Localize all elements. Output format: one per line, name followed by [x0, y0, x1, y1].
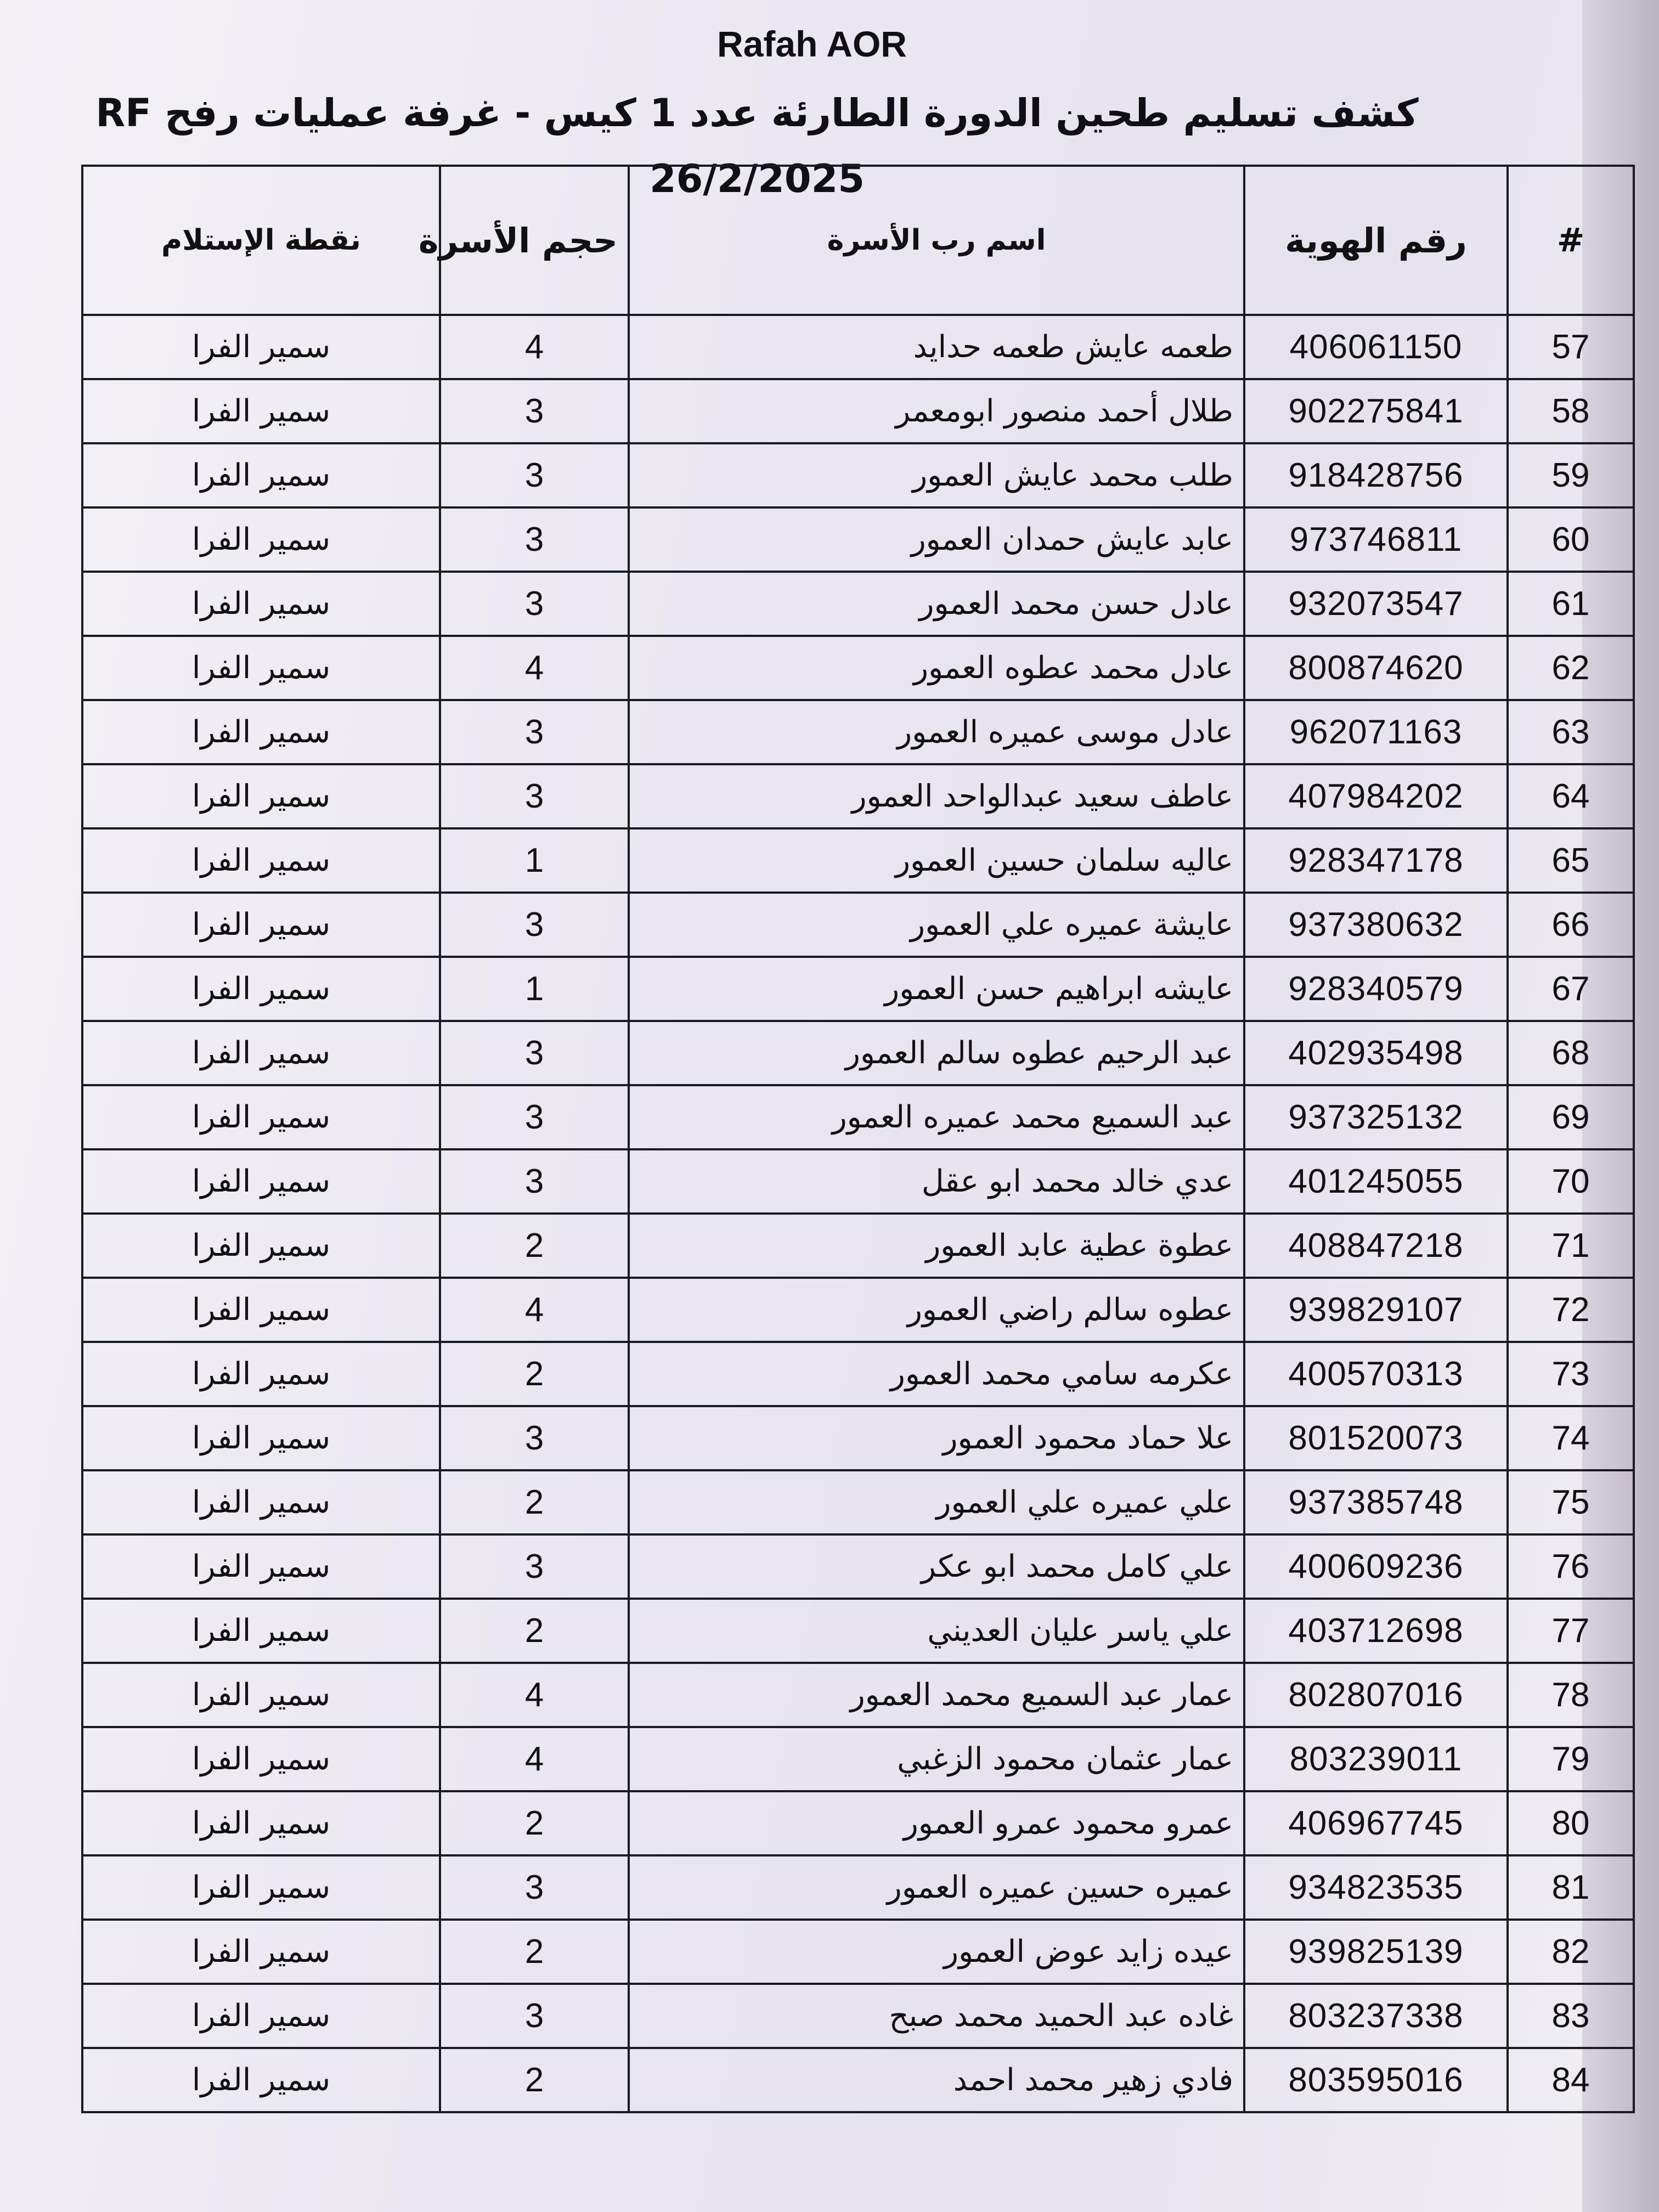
family-head-name-cell: عادل حسن محمد العمور: [629, 572, 1244, 636]
family-size-cell: 2: [440, 1342, 629, 1406]
id-number-cell: 928347178: [1244, 828, 1508, 893]
family-size-cell: 3: [440, 1534, 629, 1599]
row-number: 79: [1508, 1727, 1634, 1791]
family-size-cell: 3: [440, 443, 629, 507]
id-number-cell: 406967745: [1244, 1791, 1508, 1855]
header-row: [82, 166, 1634, 315]
pickup-point-cell: سمير الفرا: [82, 700, 440, 764]
family-head-name-cell: عكرمه سامي محمد العمور: [629, 1342, 1244, 1406]
family-head-name-cell: طلب محمد عايش العمور: [629, 443, 1244, 507]
row-number: 78: [1508, 1663, 1634, 1727]
table-row: [82, 1149, 1634, 1214]
id-number-cell: 939829107: [1244, 1278, 1508, 1342]
row-number: 70: [1508, 1149, 1634, 1214]
pickup-point-cell: سمير الفرا: [82, 1278, 440, 1342]
header-family-size: حجم الأسرة: [440, 166, 629, 315]
id-number-cell: 801520073: [1244, 1406, 1508, 1470]
row-number: 63: [1508, 700, 1634, 764]
id-number-cell: 408847218: [1244, 1214, 1508, 1278]
row-number: 65: [1508, 828, 1634, 893]
table-row: [82, 1663, 1634, 1727]
family-size-cell: 1: [440, 828, 629, 893]
distribution-table: [81, 165, 1635, 2113]
row-number: 75: [1508, 1470, 1634, 1534]
id-number-cell: 803237338: [1244, 1984, 1508, 2048]
pickup-point-cell: سمير الفرا: [82, 764, 440, 828]
document-title: كشف تسليم طحين الدورة الطارئة عدد 1 كيس - غرفة عمليات رفح RF 26/2/2025: [95, 91, 1419, 201]
id-number-cell: 937385748: [1244, 1470, 1508, 1534]
header-pickup-point: نقطة الإستلام: [82, 166, 440, 315]
id-number-cell: 802807016: [1244, 1663, 1508, 1727]
table-header: [82, 166, 1634, 315]
id-number-cell: 934823535: [1244, 1855, 1508, 1920]
table-row: [82, 957, 1634, 1021]
table-row: [82, 1278, 1634, 1342]
table-row: [82, 1470, 1634, 1534]
pickup-point-cell: سمير الفرا: [82, 1021, 440, 1085]
id-number-cell: 403712698: [1244, 1599, 1508, 1663]
table-row: [82, 443, 1634, 507]
family-size-cell: 4: [440, 636, 629, 700]
id-number-cell: 918428756: [1244, 443, 1508, 507]
row-number: 71: [1508, 1214, 1634, 1278]
row-number: 69: [1508, 1085, 1634, 1149]
table-row: [82, 893, 1634, 957]
row-number: 66: [1508, 893, 1634, 957]
family-size-cell: 4: [440, 1663, 629, 1727]
family-size-cell: 3: [440, 379, 629, 443]
row-number: 76: [1508, 1534, 1634, 1599]
header-family-head-name: اسم رب الأسرة: [629, 166, 1244, 315]
table-row: [82, 1085, 1634, 1149]
family-head-name-cell: عايشة عميره علي العمور: [629, 893, 1244, 957]
pickup-point-cell: سمير الفرا: [82, 1599, 440, 1663]
table-row: [82, 1214, 1634, 1278]
row-number: 84: [1508, 2048, 1634, 2112]
table-row: [82, 828, 1634, 893]
family-head-name-cell: عمرو محمود عمرو العمور: [629, 1791, 1244, 1855]
pickup-point-cell: سمير الفرا: [82, 1534, 440, 1599]
row-number: 80: [1508, 1791, 1634, 1855]
pickup-point-cell: سمير الفرا: [82, 315, 440, 379]
table-row: [82, 764, 1634, 828]
family-size-cell: 4: [440, 1727, 629, 1791]
family-head-name-cell: عيده زايد عوض العمور: [629, 1920, 1244, 1984]
table-row: [82, 1599, 1634, 1663]
pickup-point-cell: سمير الفرا: [82, 1149, 440, 1214]
row-number: 59: [1508, 443, 1634, 507]
pickup-point-cell: سمير الفرا: [82, 1920, 440, 1984]
family-size-cell: 3: [440, 1855, 629, 1920]
family-head-name-cell: عمار عثمان محمود الزغبي: [629, 1727, 1244, 1791]
family-size-cell: 1: [440, 957, 629, 1021]
row-number: 60: [1508, 507, 1634, 572]
table-row: [82, 636, 1634, 700]
table-row: [82, 379, 1634, 443]
table-row: [82, 572, 1634, 636]
family-head-name-cell: علي كامل محمد ابو عكر: [629, 1534, 1244, 1599]
family-head-name-cell: علي عميره علي العمور: [629, 1470, 1244, 1534]
pickup-point-cell: سمير الفرا: [82, 1214, 440, 1278]
family-head-name-cell: عاطف سعيد عبدالواحد العمور: [629, 764, 1244, 828]
id-number-cell: 939825139: [1244, 1920, 1508, 1984]
family-head-name-cell: عايشه ابراهيم حسن العمور: [629, 957, 1244, 1021]
id-number-cell: 928340579: [1244, 957, 1508, 1021]
family-head-name-cell: علي ياسر عليان العديني: [629, 1599, 1244, 1663]
family-size-cell: 3: [440, 572, 629, 636]
pickup-point-cell: سمير الفرا: [82, 1085, 440, 1149]
table-row: [82, 1791, 1634, 1855]
id-number-cell: 406061150: [1244, 315, 1508, 379]
id-number-cell: 400609236: [1244, 1534, 1508, 1599]
id-number-cell: 400570313: [1244, 1342, 1508, 1406]
table-row: [82, 1534, 1634, 1599]
family-head-name-cell: عبد الرحيم عطوه سالم العمور: [629, 1021, 1244, 1085]
id-number-cell: 902275841: [1244, 379, 1508, 443]
row-number: 58: [1508, 379, 1634, 443]
row-number: 81: [1508, 1855, 1634, 1920]
table-row: [82, 1727, 1634, 1791]
table-row: [82, 1855, 1634, 1920]
family-head-name-cell: عطوه سالم راضي العمور: [629, 1278, 1244, 1342]
family-size-cell: 3: [440, 893, 629, 957]
table-row: [82, 1984, 1634, 2048]
family-head-name-cell: فادي زهير محمد احمد: [629, 2048, 1244, 2112]
pickup-point-cell: سمير الفرا: [82, 572, 440, 636]
row-number: 61: [1508, 572, 1634, 636]
family-size-cell: 3: [440, 1984, 629, 2048]
id-number-cell: 973746811: [1244, 507, 1508, 572]
id-number-cell: 803239011: [1244, 1727, 1508, 1791]
family-head-name-cell: علا حماد محمود العمور: [629, 1406, 1244, 1470]
pickup-point-cell: سمير الفرا: [82, 636, 440, 700]
table-row: [82, 1021, 1634, 1085]
family-size-cell: 2: [440, 1599, 629, 1663]
row-number: 62: [1508, 636, 1634, 700]
row-number: 82: [1508, 1920, 1634, 1984]
header-number: #: [1508, 166, 1634, 315]
row-number: 64: [1508, 764, 1634, 828]
family-head-name-cell: عمار عبد السميع محمد العمور: [629, 1663, 1244, 1727]
org-title: Rafah AOR: [717, 24, 907, 64]
family-head-name-cell: عدي خالد محمد ابو عقل: [629, 1149, 1244, 1214]
row-number: 67: [1508, 957, 1634, 1021]
row-number: 83: [1508, 1984, 1634, 2048]
id-number-cell: 401245055: [1244, 1149, 1508, 1214]
row-number: 74: [1508, 1406, 1634, 1470]
id-number-cell: 962071163: [1244, 700, 1508, 764]
pickup-point-cell: سمير الفرا: [82, 1470, 440, 1534]
family-size-cell: 2: [440, 1920, 629, 1984]
table-row: [82, 315, 1634, 379]
pickup-point-cell: سمير الفرا: [82, 1855, 440, 1920]
table-body: [82, 315, 1634, 2112]
pickup-point-cell: سمير الفرا: [82, 1406, 440, 1470]
pickup-point-cell: سمير الفرا: [82, 379, 440, 443]
family-size-cell: 3: [440, 1021, 629, 1085]
pickup-point-cell: سمير الفرا: [82, 507, 440, 572]
id-number-cell: 932073547: [1244, 572, 1508, 636]
id-number-cell: 803595016: [1244, 2048, 1508, 2112]
table-row: [82, 1406, 1634, 1470]
id-number-cell: 402935498: [1244, 1021, 1508, 1085]
family-head-name-cell: عادل موسى عميره العمور: [629, 700, 1244, 764]
table-row: [82, 1342, 1634, 1406]
family-head-name-cell: عابد عايش حمدان العمور: [629, 507, 1244, 572]
family-head-name-cell: طلال أحمد منصور ابومعمر: [629, 379, 1244, 443]
table-row: [82, 2048, 1634, 2112]
family-size-cell: 2: [440, 1470, 629, 1534]
family-head-name-cell: عطوة عطية عابد العمور: [629, 1214, 1244, 1278]
family-size-cell: 3: [440, 1085, 629, 1149]
header-id-number: رقم الهوية: [1244, 166, 1508, 315]
family-size-cell: 3: [440, 1149, 629, 1214]
id-number-cell: 937325132: [1244, 1085, 1508, 1149]
id-number-cell: 937380632: [1244, 893, 1508, 957]
family-size-cell: 2: [440, 1791, 629, 1855]
family-head-name-cell: طعمه عايش طعمه حدايد: [629, 315, 1244, 379]
family-size-cell: 3: [440, 507, 629, 572]
pickup-point-cell: سمير الفرا: [82, 1984, 440, 2048]
id-number-cell: 800874620: [1244, 636, 1508, 700]
family-head-name-cell: عاليه سلمان حسين العمور: [629, 828, 1244, 893]
pickup-point-cell: سمير الفرا: [82, 1791, 440, 1855]
family-size-cell: 3: [440, 764, 629, 828]
table-row: [82, 700, 1634, 764]
pickup-point-cell: سمير الفرا: [82, 2048, 440, 2112]
family-head-name-cell: عميره حسين عميره العمور: [629, 1855, 1244, 1920]
pickup-point-cell: سمير الفرا: [82, 443, 440, 507]
pickup-point-cell: سمير الفرا: [82, 893, 440, 957]
family-size-cell: 4: [440, 1278, 629, 1342]
row-number: 72: [1508, 1278, 1634, 1342]
row-number: 57: [1508, 315, 1634, 379]
family-size-cell: 3: [440, 700, 629, 764]
family-size-cell: 3: [440, 1406, 629, 1470]
family-size-cell: 4: [440, 315, 629, 379]
pickup-point-cell: سمير الفرا: [82, 957, 440, 1021]
id-number-cell: 407984202: [1244, 764, 1508, 828]
pickup-point-cell: سمير الفرا: [82, 1342, 440, 1406]
row-number: 73: [1508, 1342, 1634, 1406]
pickup-point-cell: سمير الفرا: [82, 828, 440, 893]
table-row: [82, 507, 1634, 572]
family-size-cell: 2: [440, 1214, 629, 1278]
pickup-point-cell: سمير الفرا: [82, 1663, 440, 1727]
family-head-name-cell: عبد السميع محمد عميره العمور: [629, 1085, 1244, 1149]
family-size-cell: 2: [440, 2048, 629, 2112]
table-row: [82, 1920, 1634, 1984]
pickup-point-cell: سمير الفرا: [82, 1727, 440, 1791]
row-number: 68: [1508, 1021, 1634, 1085]
row-number: 77: [1508, 1599, 1634, 1663]
family-head-name-cell: غاده عبد الحميد محمد صبح: [629, 1984, 1244, 2048]
family-head-name-cell: عادل محمد عطوه العمور: [629, 636, 1244, 700]
